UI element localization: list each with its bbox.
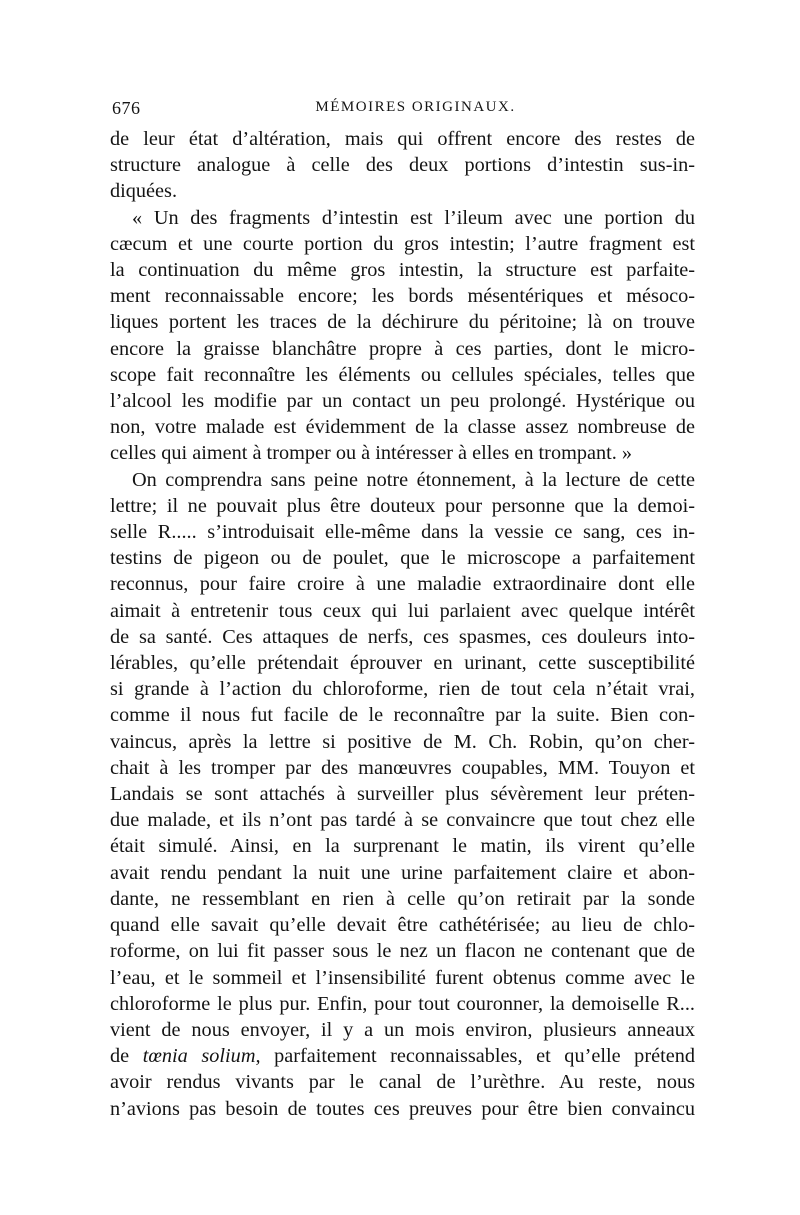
text-line: avait rendu pendant la nuit une urine parfaitement claire et abon-: [110, 861, 695, 884]
text-line: était simulé. Ainsi, en la surprenant le matin, ils virent qu’elle: [110, 835, 695, 858]
text-line: la continuation du même gros intestin, la structure est parfaite-: [110, 259, 695, 282]
text-line: chloroforme le plus pur. Enfin, pour tout couronner, la demoiselle R...: [110, 992, 695, 1015]
text-line: reconnus, pour faire croire à une maladie extraordinaire dont elle: [110, 573, 695, 596]
running-head: [110, 98, 695, 126]
italic-line-prefix: de: [110, 1045, 143, 1068]
text-line: diquées.: [110, 180, 178, 203]
paragraph-2: [110, 205, 695, 467]
text-line: Landais se sont attachés à surveiller plus sévèrement leur préten-: [110, 783, 695, 806]
page-number: 676: [112, 98, 141, 118]
text-line: avoir rendus vivants par le canal de l’urèthre. Au reste, nous: [110, 1071, 695, 1094]
text-line: dante, ne ressemblant en rien à celle qu’on retirait par la sonde: [110, 887, 695, 910]
text-line: encore la graisse blanchâtre propre à ces parties, dont le micro-: [110, 337, 695, 360]
text-body: [110, 126, 695, 1122]
text-line: celles qui aiment à tromper ou à intéresser à elles en trompant. »: [110, 442, 633, 465]
paragraph-1: [110, 126, 695, 205]
text-line: vaincus, après la lettre si positive de M. Ch. Robin, qu’on cher-: [110, 730, 695, 753]
text-line: due malade, et ils n’ont pas tardé à se convaincre que tout chez elle: [110, 809, 695, 832]
text-line: ment reconnaissable encore; les bords mésentériques et mésoco-: [110, 285, 695, 308]
text-line: l’alcool les modifie par un contact un peu prolongé. Hystérique ou: [110, 390, 695, 413]
text-line: vient de nous envoyer, il y a un mois environ, plusieurs anneaux: [110, 1018, 695, 1041]
text-line: n’avions pas besoin de toutes ces preuves pour être bien convaincu: [110, 1097, 695, 1120]
text-line: testins de pigeon ou de poulet, que le microscope a parfaitement: [110, 547, 695, 570]
text-line: structure analogue à celle des deux portions d’intestin sus-in-: [110, 154, 695, 177]
italic-line-rest: parfaitement reconnaissables, et qu’elle prétend: [260, 1045, 695, 1068]
text-line: si grande à l’action du chloroforme, rien de tout cela n’était vrai,: [110, 678, 695, 701]
text-line: aimait à entretenir tous ceux qui lui parlaient avec quelque intérêt: [110, 599, 695, 622]
paragraph-3: [110, 467, 695, 1122]
text-line: liques portent les traces de la déchirure du péritoine; là on trouve: [110, 311, 695, 334]
text-line: chait à les tromper par des manœuvres coupables, MM. Touyon et: [110, 756, 695, 779]
text-line: « Un des fragments d’intestin est l’ileum avec une portion du: [132, 206, 695, 229]
text-line: selle R..... s’introduisait elle-même dans la vessie ce sang, ces in-: [110, 521, 695, 544]
text-line: de leur état d’altération, mais qui offrent encore des restes de: [110, 128, 695, 150]
text-line: lérables, qu’elle prétendait éprouver en urinant, cette susceptibilité: [110, 652, 695, 675]
text-line: l’eau, et le sommeil et l’insensibilité furent obtenus comme avec le: [110, 966, 695, 989]
text-line: de sa santé. Ces attaques de nerfs, ces spasmes, ces douleurs into-: [110, 625, 695, 648]
text-line: cæcum et une courte portion du gros intestin; l’autre fragment est: [110, 232, 695, 255]
book-page: [110, 98, 695, 1122]
text-line-italic: [110, 1043, 695, 1069]
text-line: comme il nous fut facile de le reconnaître par la suite. Bien con-: [110, 704, 695, 727]
text-line: lettre; il ne pouvait plus être douteux pour personne que la demoi-: [110, 494, 695, 517]
text-line: roforme, on lui fit passer sous le nez un flacon ne contenant que de: [110, 940, 695, 963]
text-line: non, votre malade est évidemment de la classe assez nombreuse de: [110, 416, 695, 439]
text-line: quand elle savait qu’elle devait être cathétérisée; au lieu de chlo-: [110, 914, 695, 937]
running-title: MÉMOIRES ORIGINAUX.: [315, 99, 516, 115]
text-line: On comprendra sans peine notre étonnement, à la lecture de cette: [132, 468, 695, 491]
taxon-name: tœnia solium,: [142, 1045, 261, 1068]
text-line: scope fait reconnaître les éléments ou cellules spéciales, telles que: [110, 363, 695, 386]
